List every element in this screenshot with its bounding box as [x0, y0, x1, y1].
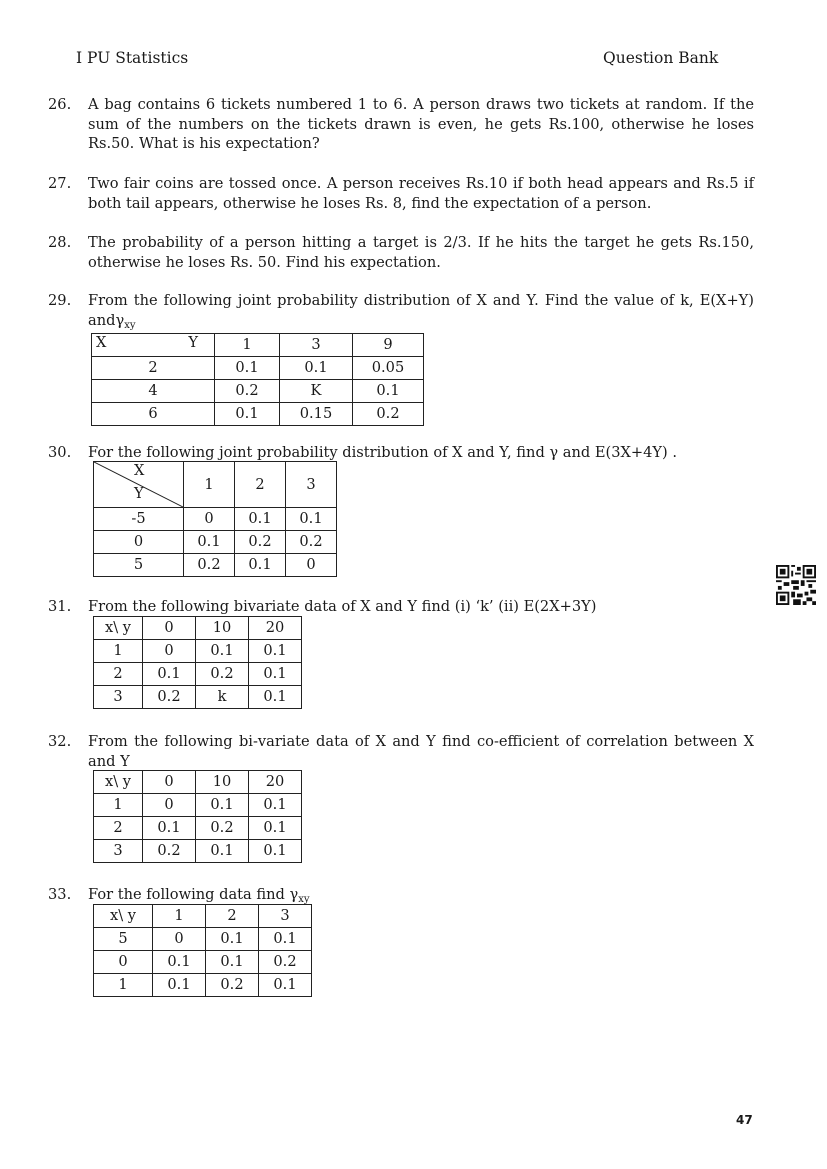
row-label: 4: [92, 380, 215, 403]
table-cell: K: [280, 380, 353, 403]
table-cell: 0.2: [353, 403, 424, 426]
table-cell: 0.1: [215, 357, 280, 380]
row-label: 0: [94, 531, 184, 554]
table-row: [92, 357, 424, 380]
table-row: [92, 403, 424, 426]
question-30: [48, 443, 754, 463]
col-header: 3: [280, 334, 353, 357]
question-number: 30.: [48, 444, 72, 461]
row-label: 3: [94, 840, 143, 863]
col-header: 1: [153, 905, 206, 928]
question-28: [48, 233, 754, 272]
col-header: 20: [249, 771, 302, 794]
col-header: 2: [235, 462, 286, 508]
table-header-row: [94, 905, 312, 928]
table-row: [94, 686, 302, 709]
table-row: [94, 794, 302, 817]
joint-distribution-table-29: [91, 333, 424, 426]
table-row: [94, 640, 302, 663]
row-label: 1: [94, 794, 143, 817]
table-cell: 0.1: [215, 403, 280, 426]
table-cell: 0: [143, 794, 196, 817]
table-row: [94, 663, 302, 686]
col-header: 9: [353, 334, 424, 357]
question-text: For the following joint probability distribution of X and Y, find γ and E(3X+4Y) .: [88, 444, 678, 461]
question-number: 27.: [48, 175, 72, 192]
col-header: 1: [184, 462, 235, 508]
gamma-symbol: γ: [289, 886, 299, 903]
question-text: From the following bivariate data of X and Y find (i) ‘k’ (ii) E(2X+3Y): [88, 598, 597, 615]
table-cell: 0.1: [249, 663, 302, 686]
question-number: 29.: [48, 292, 72, 309]
row-label: 2: [94, 663, 143, 686]
table-header-row: [92, 334, 424, 357]
question-text: For the following data find $\gamma_{xy}$: [88, 886, 310, 905]
table-cell: 0.1: [143, 663, 196, 686]
table-cell: 0.1: [249, 817, 302, 840]
table-cell: 0.1: [249, 840, 302, 863]
question-26: [48, 95, 754, 154]
corner-cell: x\ y: [94, 905, 153, 928]
gamma-subscript: xy: [124, 319, 136, 331]
row-label: 1: [94, 974, 153, 997]
table-cell: 0.1: [259, 974, 312, 997]
table-cell: 0.1: [235, 554, 286, 577]
table-cell: 0.1: [196, 794, 249, 817]
table-cell: 0.1: [353, 380, 424, 403]
page-number: 47: [736, 1113, 753, 1127]
table-cell: 0.2: [143, 686, 196, 709]
question-text: The probability of a person hitting a target is 2/3. If he hits the target he gets Rs.150, otherwise he loses Rs. 50. Find his expectation.: [88, 234, 754, 271]
table-cell: 0.2: [259, 951, 312, 974]
table-cell: 0.1: [249, 686, 302, 709]
row-label: 3: [94, 686, 143, 709]
col-header: 10: [196, 771, 249, 794]
table-cell: 0.2: [235, 531, 286, 554]
row-label: 2: [94, 817, 143, 840]
table-row: [94, 554, 337, 577]
table-cell: 0.1: [153, 974, 206, 997]
table-row: [94, 531, 337, 554]
table-cell: 0.1: [259, 928, 312, 951]
row-label: 2: [92, 357, 215, 380]
question-31: [48, 597, 754, 617]
table-cell: 0.2: [215, 380, 280, 403]
header-subject: I PU Statistics: [76, 49, 189, 67]
row-label: -5: [94, 508, 184, 531]
table-row: [94, 508, 337, 531]
table-row: [94, 951, 312, 974]
corner-y-label: Y: [134, 485, 144, 502]
table-header-row: [94, 617, 302, 640]
table-cell: 0.1: [286, 508, 337, 531]
table-cell: 0: [286, 554, 337, 577]
bivariate-table-33: [93, 904, 312, 997]
col-header: 10: [196, 617, 249, 640]
question-text: From the following joint probability distribution of X and Y. Find the value of k, E(X+Y) andγ$_{xy}$: [88, 292, 754, 331]
question-text: Two fair coins are tossed once. A person receives Rs.10 if both head appears and Rs.5 if both tail appears, otherwise he loses Rs. 8, find the expectation of a person.: [88, 175, 754, 212]
question-number: 28.: [48, 234, 72, 251]
col-header: 2: [206, 905, 259, 928]
table-cell: 0.2: [143, 840, 196, 863]
table-cell: 0.1: [280, 357, 353, 380]
table-cell: 0.15: [280, 403, 353, 426]
corner-x-label: X: [134, 462, 145, 479]
table-cell: 0: [184, 508, 235, 531]
table-cell: 0.2: [184, 554, 235, 577]
question-27: [48, 174, 754, 213]
table-row: [92, 380, 424, 403]
table-cell: 0.2: [206, 974, 259, 997]
col-header: 3: [286, 462, 337, 508]
col-header: 1: [215, 334, 280, 357]
table-cell: 0: [143, 640, 196, 663]
table-row: [94, 928, 312, 951]
header-title: Question Bank: [603, 49, 719, 67]
qr-code-icon: [776, 565, 816, 605]
table-header-row: [94, 462, 337, 508]
joint-distribution-table-30: [93, 461, 337, 577]
table-cell: 0.1: [196, 640, 249, 663]
table-cell: 0.2: [196, 663, 249, 686]
col-header: 0: [143, 617, 196, 640]
table-header-row: [94, 771, 302, 794]
table-cell: 0.2: [286, 531, 337, 554]
bivariate-table-31: [93, 616, 302, 709]
row-label: 0: [94, 951, 153, 974]
table-cell: 0.1: [153, 951, 206, 974]
question-number: 33.: [48, 886, 72, 903]
corner-cell: x\ y: [94, 617, 143, 640]
corner-cell-diagonal: [94, 462, 184, 508]
table-cell: 0.1: [206, 951, 259, 974]
table-cell: 0.1: [196, 840, 249, 863]
table-row: [94, 974, 312, 997]
question-number: 32.: [48, 733, 72, 750]
table-cell: 0.2: [196, 817, 249, 840]
bivariate-table-32: [93, 770, 302, 863]
row-label: 5: [94, 928, 153, 951]
question-number: 26.: [48, 96, 72, 113]
table-cell: 0.1: [184, 531, 235, 554]
table-row: [94, 840, 302, 863]
gamma-subscript: xy: [298, 894, 310, 905]
col-header: 3: [259, 905, 312, 928]
question-text: From the following bi-variate data of X and Y find co-efficient of correlation between X and Y: [88, 733, 754, 770]
question-29: [48, 291, 754, 335]
col-header: 20: [249, 617, 302, 640]
table-cell: 0.1: [249, 640, 302, 663]
corner-x-label: X: [96, 334, 107, 351]
table-row: [94, 817, 302, 840]
corner-y-label: Y: [188, 334, 198, 351]
table-cell: k: [196, 686, 249, 709]
gamma-symbol: γ: [115, 311, 125, 329]
table-cell: 0.05: [353, 357, 424, 380]
table-cell: 0.1: [206, 928, 259, 951]
question-text: A bag contains 6 tickets numbered 1 to 6. A person draws two tickets at random. If the sum of the numbers on the tickets drawn is even, he gets Rs.100, otherwise he loses Rs.50. What is his expectation?: [88, 96, 754, 152]
question-32: [48, 732, 754, 771]
table-cell: 0.1: [249, 794, 302, 817]
table-cell: 0.1: [143, 817, 196, 840]
row-label: 5: [94, 554, 184, 577]
corner-cell: x\ y: [94, 771, 143, 794]
table-cell: 0.1: [235, 508, 286, 531]
corner-cell: [92, 334, 215, 357]
col-header: 0: [143, 771, 196, 794]
table-cell: 0: [153, 928, 206, 951]
row-label: 1: [94, 640, 143, 663]
question-number: 31.: [48, 598, 72, 615]
row-label: 6: [92, 403, 215, 426]
